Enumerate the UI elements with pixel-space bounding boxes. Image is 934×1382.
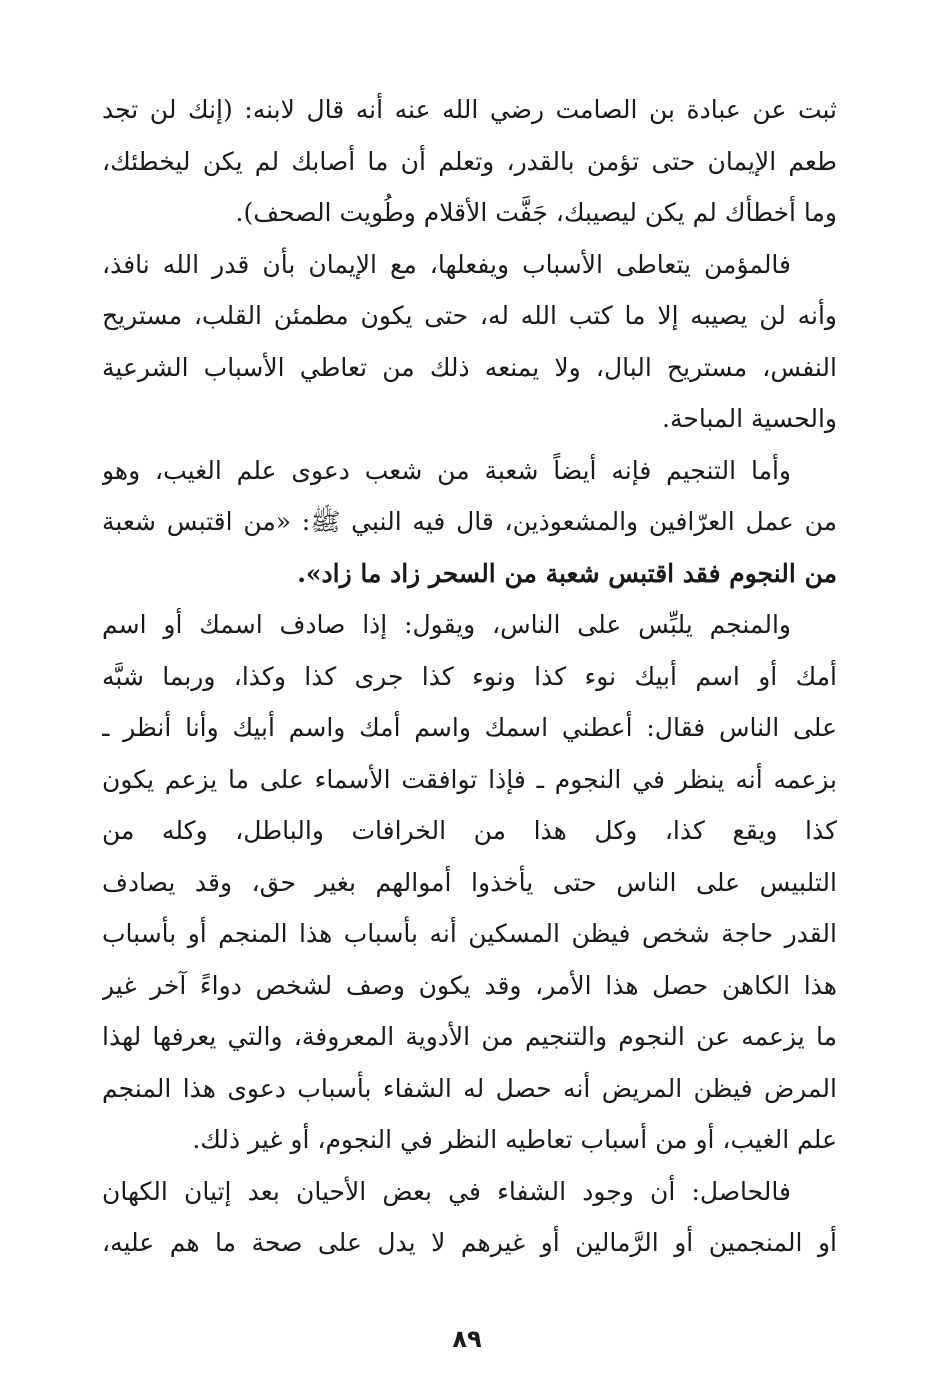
text-line: بزعمه أنه ينظر في النجوم ـ فإذا توافقت الأسماء على ما يزعم يكون — [102, 764, 837, 794]
text-line: أو المنجمين أو الرَّمالين أو غيرهم لا يدل على صحة ما هم عليه، — [102, 1228, 837, 1257]
text-line: ثبت عن عبادة بن الصامت رضي الله عنه أنه قال لابنه: (إنك لن تجد — [102, 95, 837, 124]
body-text — [102, 84, 837, 1269]
text-line: وأنه لن يصيبه إلا ما كتب الله له، حتى يكون مطمئن القلب، مستريح — [102, 301, 837, 330]
text-line: النفس، مستريح البال، ولا يمنعه ذلك من تعاطي الأسباب الشرعية — [102, 352, 837, 382]
text-line: والمنجم يلبِّس على الناس، ويقول: إذا صادف اسمك أو اسم — [102, 610, 791, 639]
text-line: من النجوم فقد اقتبس شعبة من السحر زاد ما زاد». — [297, 558, 837, 588]
text-line: من عمل العرّافين والمشعوذين، قال فيه النبي ﷺ: «من اقتبس شعبة — [102, 507, 837, 536]
text-line: أمك أو اسم أبيك نوء كذا ونوء كذا جرى كذا وكذا، وربما شبَّه — [102, 661, 837, 691]
text-line: علم الغيب، أو من أسباب تعاطيه النظر في النجوم، أو غير ذلك. — [192, 1125, 837, 1154]
text-line: وأما التنجيم فإنه أيضاً شعبة من شعب دعوى علم الغيب، وهو — [102, 455, 791, 485]
text-line: التلبيس على الناس حتى يأخذوا أموالهم بغير حق، وقد يصادف — [102, 867, 837, 897]
text-line: فالمؤمن يتعاطى الأسباب ويفعلها، مع الإيمان بأن قدر الله نافذ، — [102, 249, 791, 279]
text-line: ما يزعمه عن النجوم والتنجيم من الأدوية المعروفة، والتي يعرفها لهذا — [102, 1022, 837, 1051]
text-line: كذا ويقع كذا، وكل هذا من الخرافات والباطل، وكله من — [102, 816, 837, 845]
page-number: ٨٩ — [452, 1325, 482, 1353]
text-line: فالحاصل: أن وجود الشفاء في بعض الأحيان بعد إتيان الكهان — [102, 1176, 791, 1206]
text-line: المرض فيظن المريض أنه حصل له الشفاء بأسباب دعوى هذا المنجم — [102, 1073, 837, 1103]
text-line: على الناس فقال: أعطني اسمك واسم أمك واسم أبيك وأنا أنظر ـ — [102, 713, 837, 742]
text-line: والحسية المباحة. — [662, 404, 837, 433]
text-line: هذا الكاهن حصل هذا الأمر، وقد يكون وصف لشخص دواءً آخر غير — [102, 970, 837, 1000]
text-line: وما أخطأك لم يكن ليصيبك، جَفَّت الأقلام وطُويت الصحف). — [235, 198, 837, 227]
text-line: طعم الإيمان حتى تؤمن بالقدر، وتعلم أن ما أصابك لم يكن ليخطئك، — [102, 146, 837, 176]
text-line: القدر حاجة شخص فيظن المسكين أنه بأسباب هذا المنجم أو بأسباب — [102, 919, 837, 948]
